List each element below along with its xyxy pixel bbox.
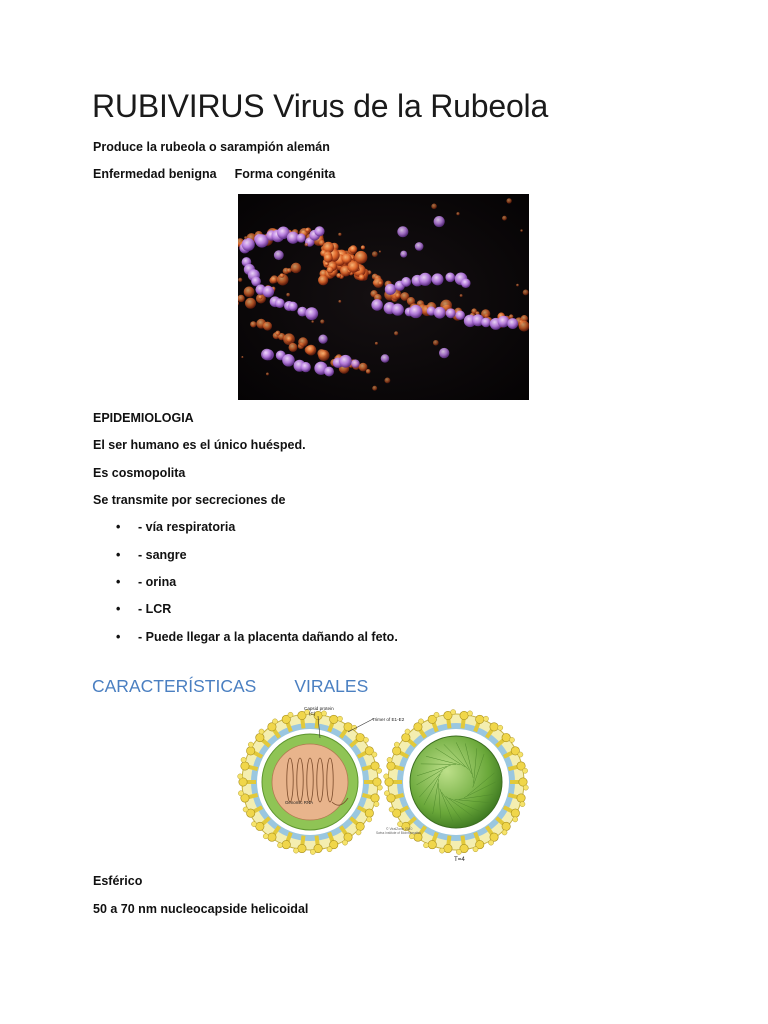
label-capsid: Capsid protein	[304, 706, 334, 711]
label-trimer: Trimer of E1-E2	[372, 717, 405, 722]
label-t4: T=4	[454, 856, 465, 863]
intro-line: Produce la rubeola o sarampión alemán	[93, 140, 330, 154]
intro-col-a: Enfermedad benigna	[93, 167, 217, 181]
label-credit-2: Swiss Institute of Bioinformatics	[376, 831, 421, 835]
intro-columns	[93, 167, 335, 181]
page-title: RUBIVIRUS Virus de la Rubeola	[92, 88, 549, 124]
bullet-item: • - orina	[116, 575, 177, 589]
bullet-item: • - sangre	[116, 548, 187, 562]
bullet-item: • - Puede llegar a la placenta dañando al feto.	[116, 630, 398, 644]
epi-line-3: Se transmite por secreciones de	[93, 493, 286, 507]
bullet-item: • - vía respiratoria	[116, 520, 236, 534]
bullet-item: • - LCR	[116, 602, 172, 616]
intro-col-b: Forma congénita	[234, 167, 336, 181]
epidemiology-heading: EPIDEMIOLOGIA	[93, 411, 194, 425]
epi-line-2: Es cosmopolita	[93, 466, 186, 480]
char-line-1: Esférico	[93, 874, 143, 888]
epi-line-1: El ser humano es el único huésped.	[93, 438, 306, 452]
label-rna: Genomic RNA	[285, 800, 314, 805]
microscopy-image	[238, 194, 529, 400]
char-line-2: 50 a 70 nm nucleocapside helicoidal	[93, 902, 309, 916]
label-credit: © ViralZone 2010	[386, 827, 413, 831]
label-capsid-2: (C)	[309, 711, 316, 716]
virion-diagram	[236, 702, 532, 868]
characteristics-heading: CARACTERÍSTICAS VIRALES	[92, 676, 369, 696]
